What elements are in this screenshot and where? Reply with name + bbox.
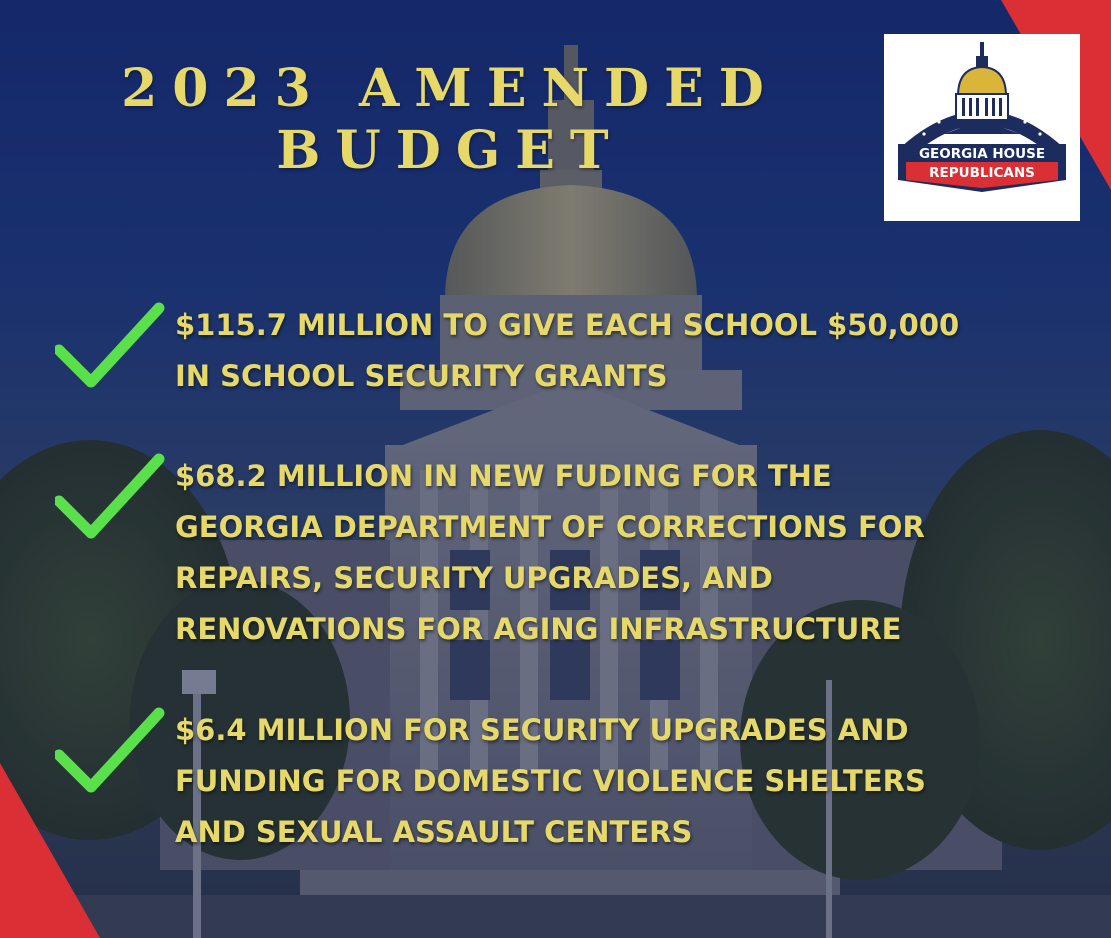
list-item-line: $115.7 MILLION TO GIVE EACH SCHOOL $50,000 (175, 308, 960, 342)
checkmark-icon (55, 451, 165, 546)
logo-text-line-1: GEORGIA HOUSE (918, 146, 1046, 162)
capitol-dome-logo-icon (884, 34, 1080, 221)
list-item-text (175, 451, 1075, 655)
list-item-line: RENOVATIONS FOR AGING INFRASTRUCTURE (175, 612, 902, 646)
list-item-line: AND SEXUAL ASSAULT CENTERS (175, 815, 693, 849)
list-item-text (175, 300, 1075, 402)
logo-text-line-2: REPUBLICANS (929, 165, 1035, 181)
list-item-line: GEORGIA DEPARTMENT OF CORRECTIONS FOR (175, 510, 925, 544)
list-item-line: REPAIRS, SECURITY UPGRADES, AND (175, 561, 773, 595)
list-item-line: FUNDING FOR DOMESTIC VIOLENCE SHELTERS (175, 764, 926, 798)
georgia-house-republicans-logo (884, 34, 1080, 221)
title-line-2: BUDGET (276, 120, 624, 181)
checkmark-icon (55, 300, 165, 395)
list-item-line: $6.4 MILLION FOR SECURITY UPGRADES AND (175, 713, 909, 747)
title-line-1: 2023 AMENDED (121, 58, 779, 119)
list-item-line: IN SCHOOL SECURITY GRANTS (175, 359, 668, 393)
list-item-line: $68.2 MILLION IN NEW FUDING FOR THE (175, 459, 832, 493)
checkmark-icon (55, 705, 165, 800)
list-item-text (175, 705, 1075, 858)
page-title (90, 58, 810, 182)
